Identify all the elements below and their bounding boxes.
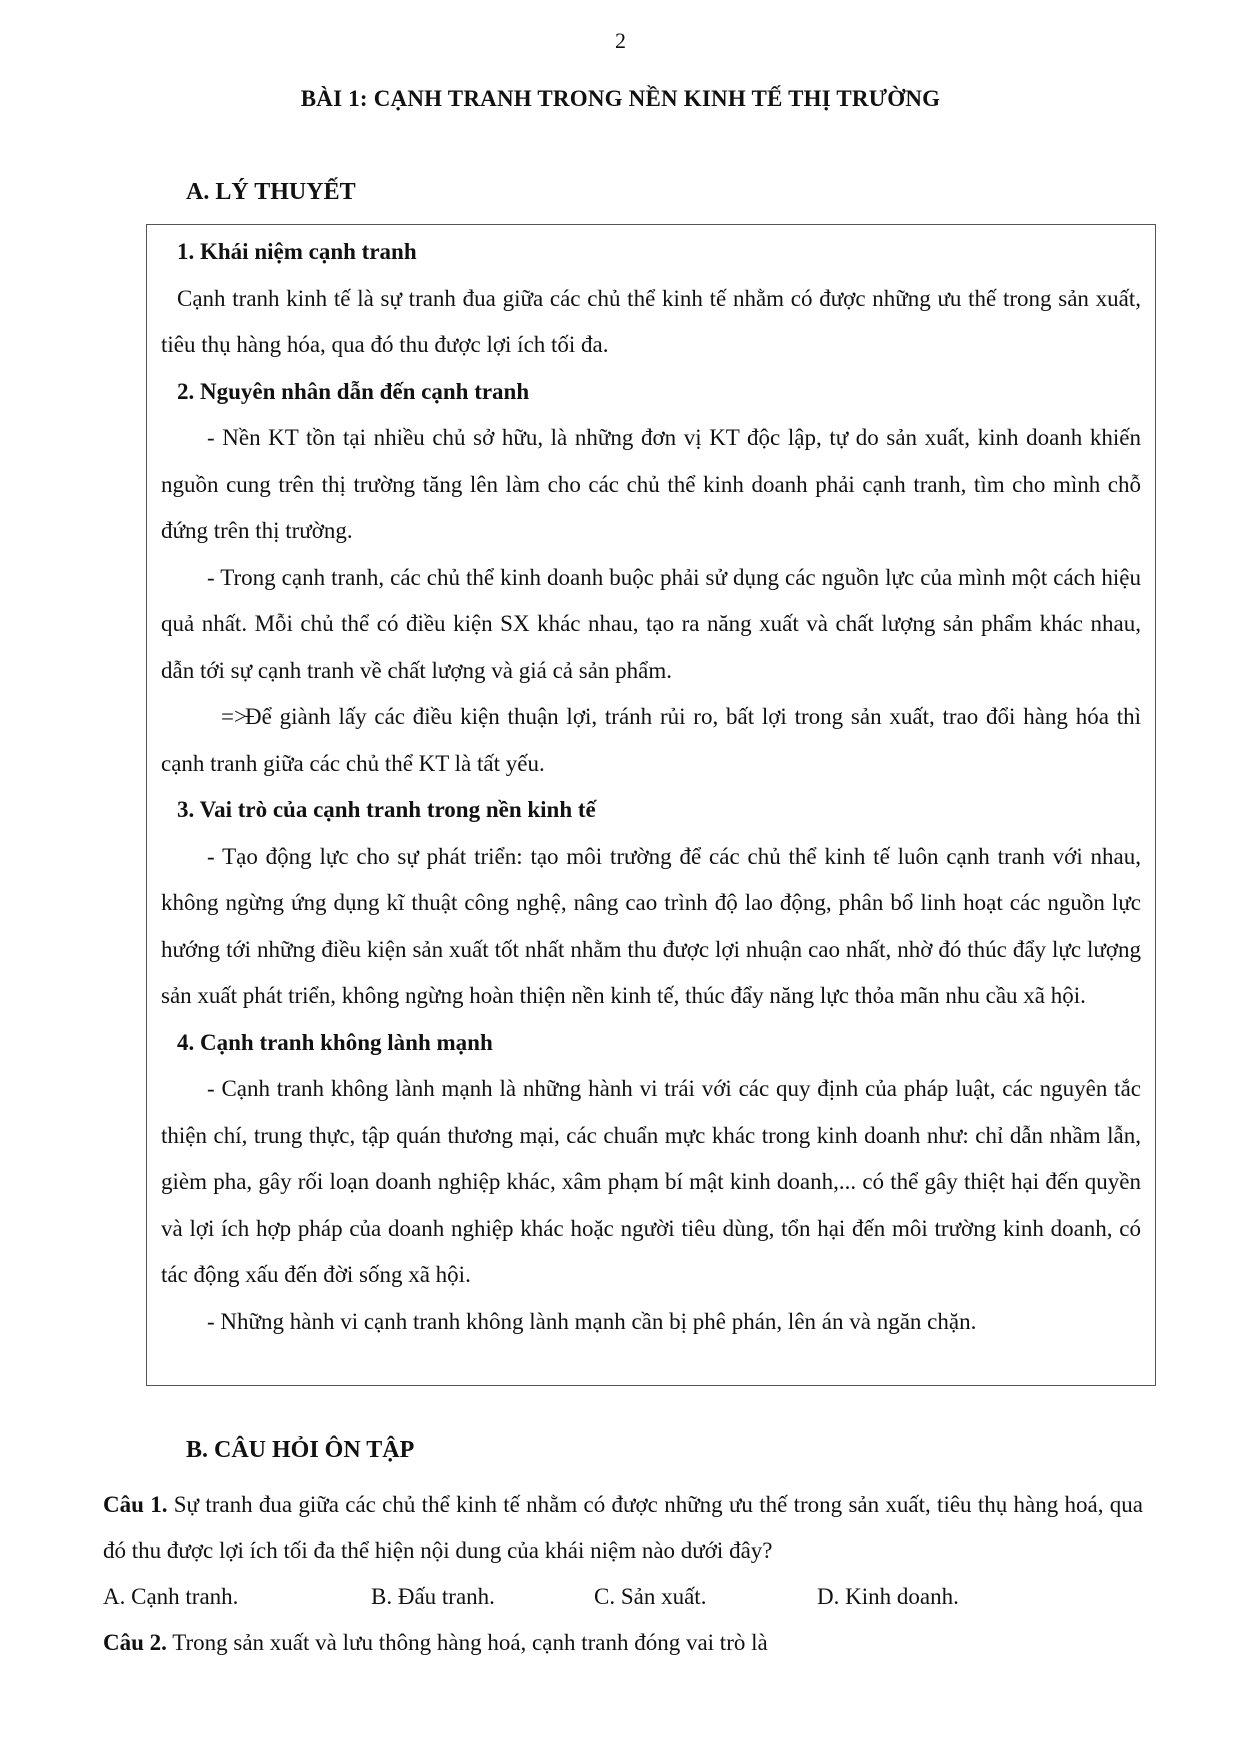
- conclusion-arrow: =>: [221, 704, 247, 729]
- questions-list: [103, 1482, 1143, 1666]
- s3-heading: 3. Vai trò của cạnh tranh trong nền kinh tế: [177, 797, 596, 822]
- option-a: A. Cạnh tranh.: [103, 1584, 239, 1609]
- question-2-text: Trong sản xuất và lưu thông hàng hoá, cạnh tranh đóng vai trò là: [172, 1630, 768, 1655]
- question-2-label: Câu 2.: [103, 1630, 167, 1655]
- option-d: D. Kinh doanh.: [817, 1584, 959, 1609]
- s2-conclusion: [161, 694, 1141, 787]
- question-1-options: [103, 1574, 1143, 1620]
- option-c: C. Sản xuất.: [594, 1584, 707, 1609]
- page-number: 2: [615, 28, 626, 53]
- question-1: [103, 1482, 1143, 1574]
- question-1-text: Sự tranh đua giữa các chủ thể kinh tế nhằm có được những ưu thế trong sản xuất, tiêu thụ hàng hoá, qua đó thu được lợi ích tối đa thể hiện nội dung của khái niệm nào dưới đây?: [103, 1492, 1144, 1563]
- s1-heading: 1. Khái niệm cạnh tranh: [177, 239, 417, 264]
- theory-box: [146, 224, 1156, 1386]
- s2-conclusion-text: Để giành lấy các điều kiện thuận lợi, tránh rủi ro, bất lợi trong sản xuất, trao đổi hàng hóa thì cạnh tranh giữa các chủ thể KT là tất yếu.: [161, 704, 1141, 776]
- option-b: B. Đấu tranh.: [371, 1584, 495, 1609]
- question-2: [103, 1620, 1143, 1666]
- s2-heading: 2. Nguyên nhân dẫn đến cạnh tranh: [177, 378, 530, 404]
- s4-paragraph-1: - Cạnh tranh không lành mạnh là những hành vi trái với các quy định của pháp luật, các nguyên tắc thiện chí, trung thực, tập quán thương mại, các chuẩn mực khác trong kinh doanh như: chỉ dẫn nhầm lẫn, gièm pha, gây rối loạn doanh nghiệp khác, xâm phạm bí mật kinh doanh,... có thể gây thiệt hại đến quyền và lợi ích hợp pháp của doanh nghiệp khác hoặc người tiêu dùng, tổn hại đến môi trường kinh doanh, có tác động xấu đến đời sống xã hội.: [161, 1076, 1141, 1287]
- lesson-title: BÀI 1: CẠNH TRANH TRONG NỀN KINH TẾ THỊ TRƯỜNG: [300, 86, 941, 111]
- s4-paragraph-2: - Những hành vi cạnh tranh không lành mạnh cần bị phê phán, lên án và ngăn chặn.: [207, 1308, 977, 1334]
- s3-paragraph-1: - Tạo động lực cho sự phát triển: tạo môi trường để các chủ thể kinh tế luôn cạnh tranh với nhau, không ngừng ứng dụng kĩ thuật công nghệ, nâng cao trình độ lao động, phân bổ linh hoạt các nguồn lực hướng tới những điều kiện sản xuất tốt nhất nhằm thu được lợi nhuận cao nhất, nhờ đó thúc đẩy lực lượng sản xuất phát triển, không ngừng hoàn thiện nền kinh tế, thúc đẩy năng lực thỏa mãn nhu cầu xã hội.: [161, 843, 1141, 1008]
- s2-paragraph-1: - Nền KT tồn tại nhiều chủ sở hữu, là những đơn vị KT độc lập, tự do sản xuất, kinh doanh khiến nguồn cung trên thị trường tăng lên làm cho các chủ thể kinh doanh phải cạnh tranh, tìm cho mình chỗ đứng trên thị trường.: [161, 425, 1141, 543]
- question-1-label: Câu 1.: [103, 1492, 168, 1517]
- s1-text: Cạnh tranh kinh tế là sự tranh đua giữa các chủ thể kinh tế nhằm có được những ưu thế trong sản xuất, tiêu thụ hàng hóa, qua đó thu được lợi ích tối đa.: [161, 285, 1141, 357]
- s2-paragraph-2: - Trong cạnh tranh, các chủ thể kinh doanh buộc phải sử dụng các nguồn lực của mình một cách hiệu quả nhất. Mỗi chủ thể có điều kiện SX khác nhau, tạo ra năng xuất và chất lượng sản phẩm khác nhau, dẫn tới sự cạnh tranh về chất lượng và giá cả sản phẩm.: [161, 564, 1141, 683]
- s4-heading: 4. Cạnh tranh không lành mạnh: [177, 1029, 493, 1055]
- section-a-heading: A. LÝ THUYẾT: [186, 179, 356, 205]
- section-b-heading: B. CÂU HỎI ÔN TẬP: [186, 1437, 415, 1463]
